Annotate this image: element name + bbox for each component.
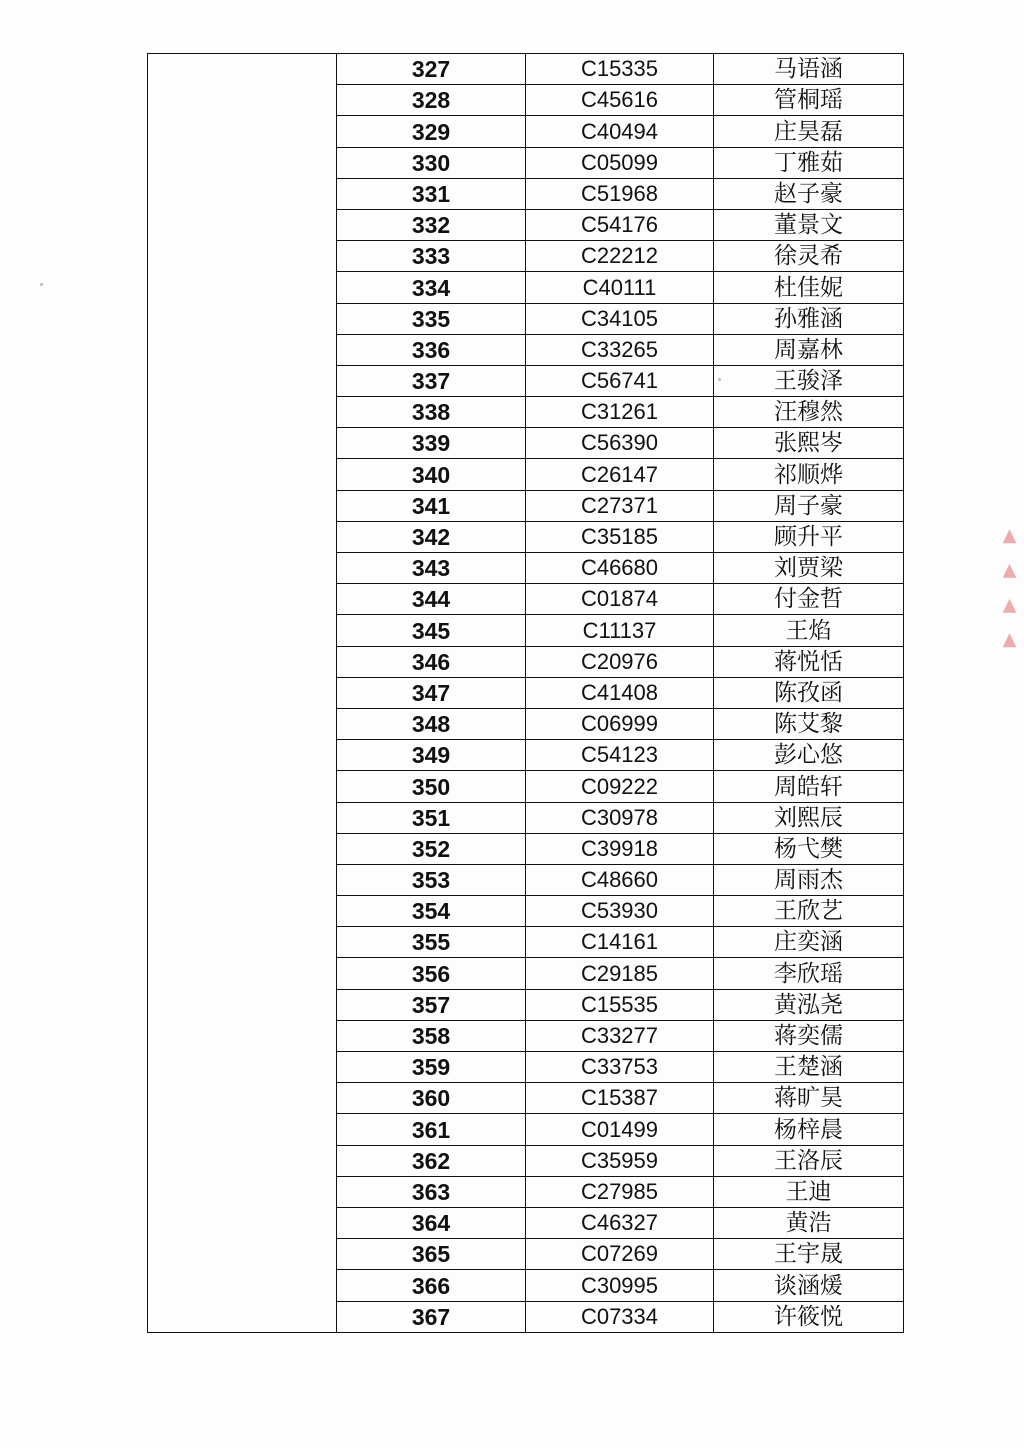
candidate-code: C39918 (526, 833, 714, 864)
candidate-code: C33277 (526, 1020, 714, 1051)
candidate-name: 王骏泽 (714, 365, 904, 396)
row-number: 341 (337, 490, 526, 521)
candidate-name: 马语涵 (714, 54, 904, 85)
candidate-name: 杨弋樊 (714, 833, 904, 864)
candidate-name: 庄昊磊 (714, 116, 904, 147)
candidate-code: C22212 (526, 241, 714, 272)
row-number: 331 (337, 178, 526, 209)
candidate-code: C27371 (526, 490, 714, 521)
row-number: 348 (337, 708, 526, 739)
candidate-code: C27985 (526, 1176, 714, 1207)
row-number: 330 (337, 147, 526, 178)
row-number: 354 (337, 896, 526, 927)
candidate-name: 丁雅茹 (714, 147, 904, 178)
candidate-name: 彭心悠 (714, 740, 904, 771)
row-number: 362 (337, 1145, 526, 1176)
candidate-code: C46680 (526, 553, 714, 584)
row-number: 343 (337, 553, 526, 584)
row-number: 350 (337, 771, 526, 802)
row-number: 363 (337, 1176, 526, 1207)
row-number: 367 (337, 1301, 526, 1332)
candidate-name: 刘贾梁 (714, 553, 904, 584)
candidate-code: C06999 (526, 708, 714, 739)
row-number: 327 (337, 54, 526, 85)
group-cell (148, 54, 337, 1333)
candidate-name: 徐灵希 (714, 241, 904, 272)
candidate-code: C35959 (526, 1145, 714, 1176)
candidate-name: 祁顺烨 (714, 459, 904, 490)
side-stamp-mark: ▲ ▲ ▲ ▲ (999, 525, 1020, 655)
candidate-code: C56390 (526, 428, 714, 459)
candidate-code: C01499 (526, 1114, 714, 1145)
candidate-code: C05099 (526, 147, 714, 178)
candidate-name: 陈艾黎 (714, 708, 904, 739)
candidate-code: C26147 (526, 459, 714, 490)
candidate-name: 管桐瑶 (714, 85, 904, 116)
candidate-code: C15387 (526, 1083, 714, 1114)
row-number: 353 (337, 864, 526, 895)
row-number: 365 (337, 1239, 526, 1270)
candidate-name: 刘熙辰 (714, 802, 904, 833)
row-number: 329 (337, 116, 526, 147)
row-number: 328 (337, 85, 526, 116)
candidate-name: 周皓轩 (714, 771, 904, 802)
row-number: 344 (337, 584, 526, 615)
candidate-code: C45616 (526, 85, 714, 116)
candidate-code: C09222 (526, 771, 714, 802)
row-number: 332 (337, 209, 526, 240)
candidate-code: C33753 (526, 1052, 714, 1083)
candidate-name: 孙雅涵 (714, 303, 904, 334)
candidate-name: 顾升平 (714, 521, 904, 552)
candidate-name: 李欣瑶 (714, 958, 904, 989)
candidate-code: C54176 (526, 209, 714, 240)
row-number: 335 (337, 303, 526, 334)
candidate-code: C35185 (526, 521, 714, 552)
row-number: 336 (337, 334, 526, 365)
candidate-name: 王宇晟 (714, 1239, 904, 1270)
candidate-code: C30978 (526, 802, 714, 833)
candidate-code: C31261 (526, 397, 714, 428)
candidate-name: 董景文 (714, 209, 904, 240)
candidate-name: 王迪 (714, 1176, 904, 1207)
candidate-name: 蒋旷昊 (714, 1083, 904, 1114)
candidate-name: 杜佳妮 (714, 272, 904, 303)
candidate-code: C15335 (526, 54, 714, 85)
candidate-name: 谈涵煖 (714, 1270, 904, 1301)
row-number: 339 (337, 428, 526, 459)
candidate-name: 蒋悦恬 (714, 646, 904, 677)
roster-table-body (148, 54, 904, 1333)
candidate-code: C53930 (526, 896, 714, 927)
candidate-code: C48660 (526, 864, 714, 895)
candidate-code: C56741 (526, 365, 714, 396)
candidate-code: C01874 (526, 584, 714, 615)
row-number: 347 (337, 677, 526, 708)
row-number: 366 (337, 1270, 526, 1301)
scan-speck (40, 283, 43, 286)
candidate-name: 王欣艺 (714, 896, 904, 927)
candidate-code: C29185 (526, 958, 714, 989)
row-number: 349 (337, 740, 526, 771)
row-number: 360 (337, 1083, 526, 1114)
candidate-code: C51968 (526, 178, 714, 209)
candidate-name: 周雨杰 (714, 864, 904, 895)
row-number: 346 (337, 646, 526, 677)
candidate-name: 杨梓晨 (714, 1114, 904, 1145)
candidate-code: C11137 (526, 615, 714, 646)
row-number: 364 (337, 1207, 526, 1238)
candidate-code: C33265 (526, 334, 714, 365)
row-number: 357 (337, 989, 526, 1020)
candidate-name: 周子豪 (714, 490, 904, 521)
candidate-name: 王楚涵 (714, 1052, 904, 1083)
row-number: 340 (337, 459, 526, 490)
candidate-code: C07269 (526, 1239, 714, 1270)
candidate-code: C40494 (526, 116, 714, 147)
candidate-code: C34105 (526, 303, 714, 334)
row-number: 342 (337, 521, 526, 552)
row-number: 333 (337, 241, 526, 272)
candidate-name: 王焰 (714, 615, 904, 646)
candidate-code: C40111 (526, 272, 714, 303)
candidate-name: 黄浩 (714, 1207, 904, 1238)
table-row (148, 54, 904, 85)
row-number: 359 (337, 1052, 526, 1083)
candidate-name: 黄泓尧 (714, 989, 904, 1020)
row-number: 361 (337, 1114, 526, 1145)
row-number: 345 (337, 615, 526, 646)
row-number: 352 (337, 833, 526, 864)
candidate-name: 周嘉林 (714, 334, 904, 365)
row-number: 337 (337, 365, 526, 396)
candidate-code: C07334 (526, 1301, 714, 1332)
candidate-code: C30995 (526, 1270, 714, 1301)
candidate-name: 蒋奕儒 (714, 1020, 904, 1051)
candidate-code: C15535 (526, 989, 714, 1020)
candidate-code: C20976 (526, 646, 714, 677)
roster-table (147, 53, 904, 1333)
row-number: 358 (337, 1020, 526, 1051)
candidate-name: 张熙岑 (714, 428, 904, 459)
candidate-name: 庄奕涵 (714, 927, 904, 958)
candidate-code: C14161 (526, 927, 714, 958)
row-number: 338 (337, 397, 526, 428)
candidate-code: C54123 (526, 740, 714, 771)
row-number: 334 (337, 272, 526, 303)
row-number: 355 (337, 927, 526, 958)
candidate-name: 汪穆然 (714, 397, 904, 428)
candidate-name: 付金哲 (714, 584, 904, 615)
candidate-name: 陈孜函 (714, 677, 904, 708)
candidate-name: 赵子豪 (714, 178, 904, 209)
row-number: 351 (337, 802, 526, 833)
candidate-code: C46327 (526, 1207, 714, 1238)
candidate-name: 王洛辰 (714, 1145, 904, 1176)
candidate-code: C41408 (526, 677, 714, 708)
candidate-name: 许筱悦 (714, 1301, 904, 1332)
row-number: 356 (337, 958, 526, 989)
scan-speck (718, 378, 721, 381)
